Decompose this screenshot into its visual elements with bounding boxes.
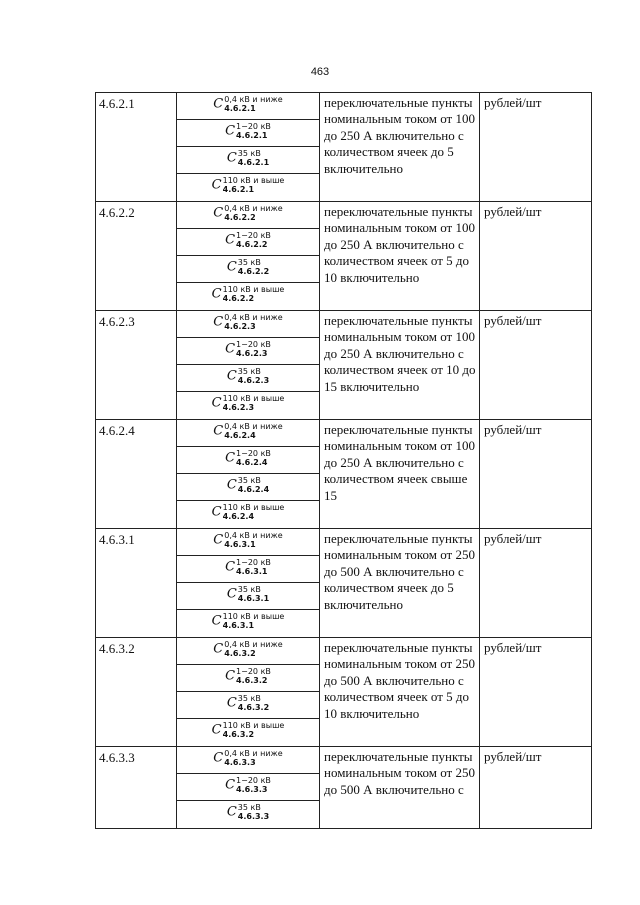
formula-subscript: 4.6.2.1 (222, 185, 255, 194)
page-number: 463 (310, 66, 330, 78)
rate-formula (177, 420, 319, 447)
formula-subscript: 4.6.2.2 (224, 213, 256, 222)
rate-formula (177, 583, 319, 610)
rate-formula (177, 474, 319, 501)
row-code: 4.6.2.3 (96, 311, 177, 420)
rate-formula (177, 365, 319, 392)
formula-subscript: 4.6.3.1 (224, 540, 256, 549)
formula-superscript: 0,4 кВ и ниже (224, 531, 283, 540)
formula-symbol: C (211, 613, 222, 629)
row-unit: рублей/шт (480, 638, 592, 747)
formula-symbol: C (211, 286, 222, 302)
formula-subscript: 4.6.2.4 (222, 512, 255, 521)
row-description: переключательные пункты номинальным током от 100 до 250 А включительно с количеством ячеек от 10 до 15 включительно (320, 311, 480, 420)
formula-symbol: C (213, 96, 224, 112)
row-code: 4.6.3.1 (96, 529, 177, 638)
row-code: 4.6.2.4 (96, 420, 177, 529)
formula-superscript: 0,4 кВ и ниже (224, 640, 283, 649)
formula-superscript: 35 кВ (237, 803, 261, 812)
rate-formula (177, 447, 319, 474)
formula-superscript: 35 кВ (237, 694, 261, 703)
table-row (96, 311, 592, 420)
formula-superscript: 1−20 кВ (236, 231, 271, 240)
table-row (96, 529, 592, 638)
formula-superscript: 0,4 кВ и ниже (224, 313, 283, 322)
formula-symbol: C (213, 750, 224, 766)
formula-symbol: C (226, 150, 237, 166)
row-description: переключательные пункты номинальным током от 250 до 500 А включительно с (320, 747, 480, 829)
formula-symbol: C (226, 695, 237, 711)
formula-superscript: 110 кВ и выше (222, 721, 285, 730)
formula-subscript: 4.6.2.1 (224, 104, 256, 113)
formula-cell (177, 747, 320, 829)
formula-superscript: 35 кВ (237, 258, 261, 267)
formula-symbol: C (211, 722, 222, 738)
table-row (96, 202, 592, 311)
table-row (96, 420, 592, 529)
formula-subscript: 4.6.2.3 (222, 403, 255, 412)
rate-formula (177, 801, 319, 828)
formula-subscript: 4.6.3.3 (224, 758, 256, 767)
rate-formula (177, 719, 319, 746)
formula-subscript: 4.6.2.4 (237, 485, 270, 494)
formula-symbol: C (213, 423, 224, 439)
formula-symbol: C (211, 395, 222, 411)
row-code: 4.6.2.2 (96, 202, 177, 311)
formula-symbol: C (226, 477, 237, 493)
formula-superscript: 0,4 кВ и ниже (224, 204, 283, 213)
rate-formula (177, 556, 319, 583)
formula-subscript: 4.6.3.1 (237, 594, 270, 603)
formula-symbol: C (225, 123, 236, 139)
row-description: переключательные пункты номинальным током от 100 до 250 А включительно с количеством ячеек до 5 включительно (320, 93, 480, 202)
rate-formula (177, 120, 319, 147)
formula-subscript: 4.6.2.2 (222, 294, 255, 303)
formula-subscript: 4.6.3.1 (236, 567, 268, 576)
formula-cell (177, 529, 320, 638)
row-description: переключательные пункты номинальным током от 250 до 500 А включительно с количеством ячеек до 5 включительно (320, 529, 480, 638)
formula-superscript: 35 кВ (237, 476, 261, 485)
row-code: 4.6.3.2 (96, 638, 177, 747)
formula-symbol: C (226, 804, 237, 820)
table-row (96, 638, 592, 747)
formula-cell (177, 420, 320, 529)
formula-cell (177, 93, 320, 202)
rate-formula (177, 93, 319, 120)
row-unit: рублей/шт (480, 311, 592, 420)
formula-symbol: C (225, 341, 236, 357)
formula-subscript: 4.6.3.3 (236, 785, 268, 794)
rate-formula (177, 747, 319, 774)
row-unit: рублей/шт (480, 93, 592, 202)
formula-subscript: 4.6.2.3 (237, 376, 270, 385)
formula-symbol: C (213, 641, 224, 657)
tariff-table-body (96, 93, 592, 829)
formula-superscript: 0,4 кВ и ниже (224, 749, 283, 758)
formula-subscript: 4.6.3.2 (224, 649, 256, 658)
formula-subscript: 4.6.2.1 (237, 158, 270, 167)
formula-superscript: 1−20 кВ (236, 558, 271, 567)
formula-superscript: 35 кВ (237, 367, 261, 376)
formula-cell (177, 311, 320, 420)
rate-formula (177, 774, 319, 801)
formula-subscript: 4.6.2.4 (236, 458, 268, 467)
formula-symbol: C (225, 559, 236, 575)
formula-subscript: 4.6.2.4 (224, 431, 256, 440)
formula-symbol: C (211, 177, 222, 193)
rate-formula (177, 202, 319, 229)
formula-symbol: C (213, 314, 224, 330)
rate-formula (177, 174, 319, 201)
formula-superscript: 110 кВ и выше (222, 394, 285, 403)
formula-superscript: 1−20 кВ (236, 340, 271, 349)
formula-superscript: 35 кВ (237, 585, 261, 594)
formula-cell (177, 202, 320, 311)
formula-symbol: C (225, 232, 236, 248)
formula-symbol: C (225, 450, 236, 466)
formula-symbol: C (225, 668, 236, 684)
rate-formula (177, 256, 319, 283)
formula-superscript: 110 кВ и выше (222, 612, 285, 621)
row-description: переключательные пункты номинальным током от 100 до 250 А включительно с количеством ячеек от 5 до 10 включительно (320, 202, 480, 311)
formula-subscript: 4.6.2.3 (224, 322, 256, 331)
formula-superscript: 1−20 кВ (236, 667, 271, 676)
formula-subscript: 4.6.2.3 (236, 349, 268, 358)
formula-symbol: C (226, 368, 237, 384)
row-code: 4.6.3.3 (96, 747, 177, 829)
rate-formula (177, 229, 319, 256)
row-unit: рублей/шт (480, 747, 592, 829)
table-row (96, 747, 592, 829)
formula-symbol: C (226, 259, 237, 275)
formula-symbol: C (226, 586, 237, 602)
row-unit: рублей/шт (480, 420, 592, 529)
formula-superscript: 110 кВ и выше (222, 176, 285, 185)
formula-superscript: 1−20 кВ (236, 449, 271, 458)
row-description: переключательные пункты номинальным током от 100 до 250 А включительно с количеством ячеек свыше 15 (320, 420, 480, 529)
formula-symbol: C (213, 205, 224, 221)
formula-superscript: 1−20 кВ (236, 776, 271, 785)
rate-formula (177, 529, 319, 556)
rate-formula (177, 338, 319, 365)
formula-subscript: 4.6.3.2 (236, 676, 268, 685)
formula-subscript: 4.6.2.2 (237, 267, 270, 276)
formula-subscript: 4.6.3.2 (237, 703, 270, 712)
rate-formula (177, 692, 319, 719)
rate-formula (177, 147, 319, 174)
formula-superscript: 0,4 кВ и ниже (224, 95, 283, 104)
formula-subscript: 4.6.3.1 (222, 621, 255, 630)
table-row (96, 93, 592, 202)
formula-symbol: C (211, 504, 222, 520)
rate-formula (177, 311, 319, 338)
row-unit: рублей/шт (480, 202, 592, 311)
formula-superscript: 35 кВ (237, 149, 261, 158)
rate-formula (177, 638, 319, 665)
formula-symbol: C (225, 777, 236, 793)
row-unit: рублей/шт (480, 529, 592, 638)
formula-superscript: 110 кВ и выше (222, 285, 285, 294)
formula-superscript: 110 кВ и выше (222, 503, 285, 512)
rate-formula (177, 610, 319, 637)
rate-formula (177, 665, 319, 692)
formula-subscript: 4.6.2.1 (236, 131, 268, 140)
row-code: 4.6.2.1 (96, 93, 177, 202)
formula-subscript: 4.6.3.2 (222, 730, 255, 739)
formula-subscript: 4.6.2.2 (236, 240, 268, 249)
formula-cell (177, 638, 320, 747)
row-description: переключательные пункты номинальным током от 250 до 500 А включительно с количеством ячеек от 5 до 10 включительно (320, 638, 480, 747)
rate-formula (177, 283, 319, 310)
rate-formula (177, 392, 319, 419)
formula-superscript: 1−20 кВ (236, 122, 271, 131)
formula-subscript: 4.6.3.3 (237, 812, 270, 821)
formula-superscript: 0,4 кВ и ниже (224, 422, 283, 431)
rate-formula (177, 501, 319, 528)
tariff-table (95, 92, 592, 829)
formula-symbol: C (213, 532, 224, 548)
